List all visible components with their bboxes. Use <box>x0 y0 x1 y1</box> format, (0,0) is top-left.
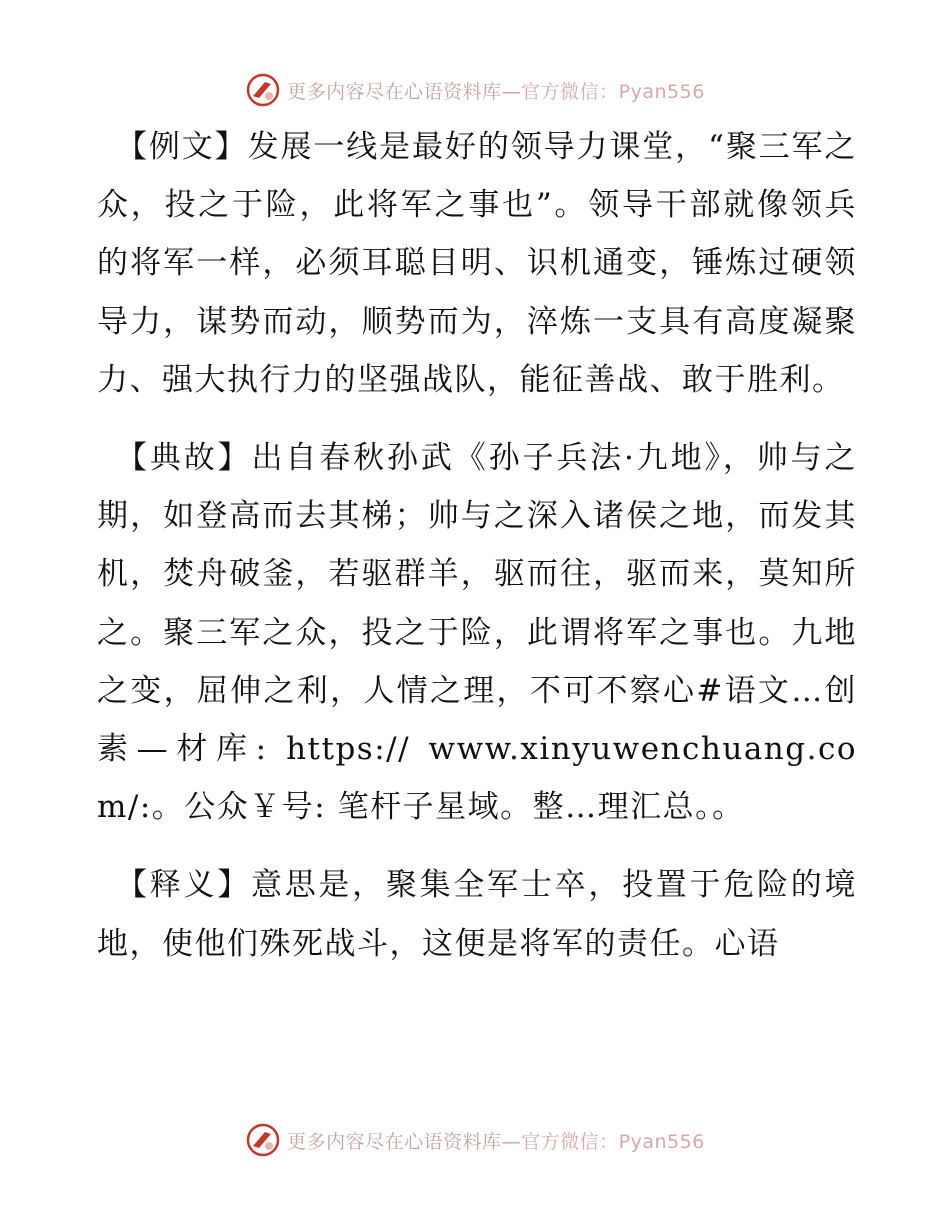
paragraph-label: 【典故】 <box>116 440 252 477</box>
footer-banner <box>0 1120 950 1160</box>
banner-contact: 官方微信：Pyan556 <box>521 80 705 103</box>
banner-separator: — <box>501 1130 522 1153</box>
paragraph-example <box>97 118 857 409</box>
paragraph-label: 【例文】 <box>116 129 248 165</box>
header-banner <box>0 70 950 110</box>
banner-slogan: 更多内容尽在心语资料库 <box>287 80 502 103</box>
banner-text <box>287 77 705 104</box>
brand-logo-icon <box>245 1122 281 1158</box>
paragraph-text: 出自春秋孙武《孙子兵法·九地》，帅与之期，如登高而去其梯；帅与之深入诸侯之地，而发其机，焚舟破釜，若驱群羊，驱而往，驱而来，莫知所之。聚三军之众，投之于险，此谓将军之事也。九地之变，屈伸之利，人情之理，不可不察心#语文…创素—材库: https:// www.xinyuwenchuang.com/:。公众￥号: 笔杆子星域。整…理汇总。。 <box>97 440 857 826</box>
banner-slogan: 更多内容尽在心语资料库 <box>287 1130 502 1153</box>
paragraph-text: 发展一线是最好的领导力课堂，“聚三军之众，投之于险，此将军之事也”。领导干部就像领兵的将军一样，必须耳聪目明、识机通变，锤炼过硬领导力，谋势而动，顺势而为，淬炼一支具有高度凝聚力、强大执行力的坚强战队，能征善战、敢于胜利。 <box>97 129 857 398</box>
document-body <box>97 118 857 973</box>
paragraph-meaning <box>97 856 857 972</box>
paragraph-text: 意思是，聚集全军士卒，投置于危险的境地，使他们殊死战斗，这便是将军的责任。心语 <box>97 867 857 962</box>
banner-text <box>287 1127 705 1154</box>
banner-contact: 官方微信：Pyan556 <box>521 1130 705 1153</box>
brand-logo-icon <box>245 72 281 108</box>
paragraph-allusion <box>97 429 857 836</box>
banner-separator: — <box>501 80 522 103</box>
paragraph-label: 【释义】 <box>116 867 251 904</box>
